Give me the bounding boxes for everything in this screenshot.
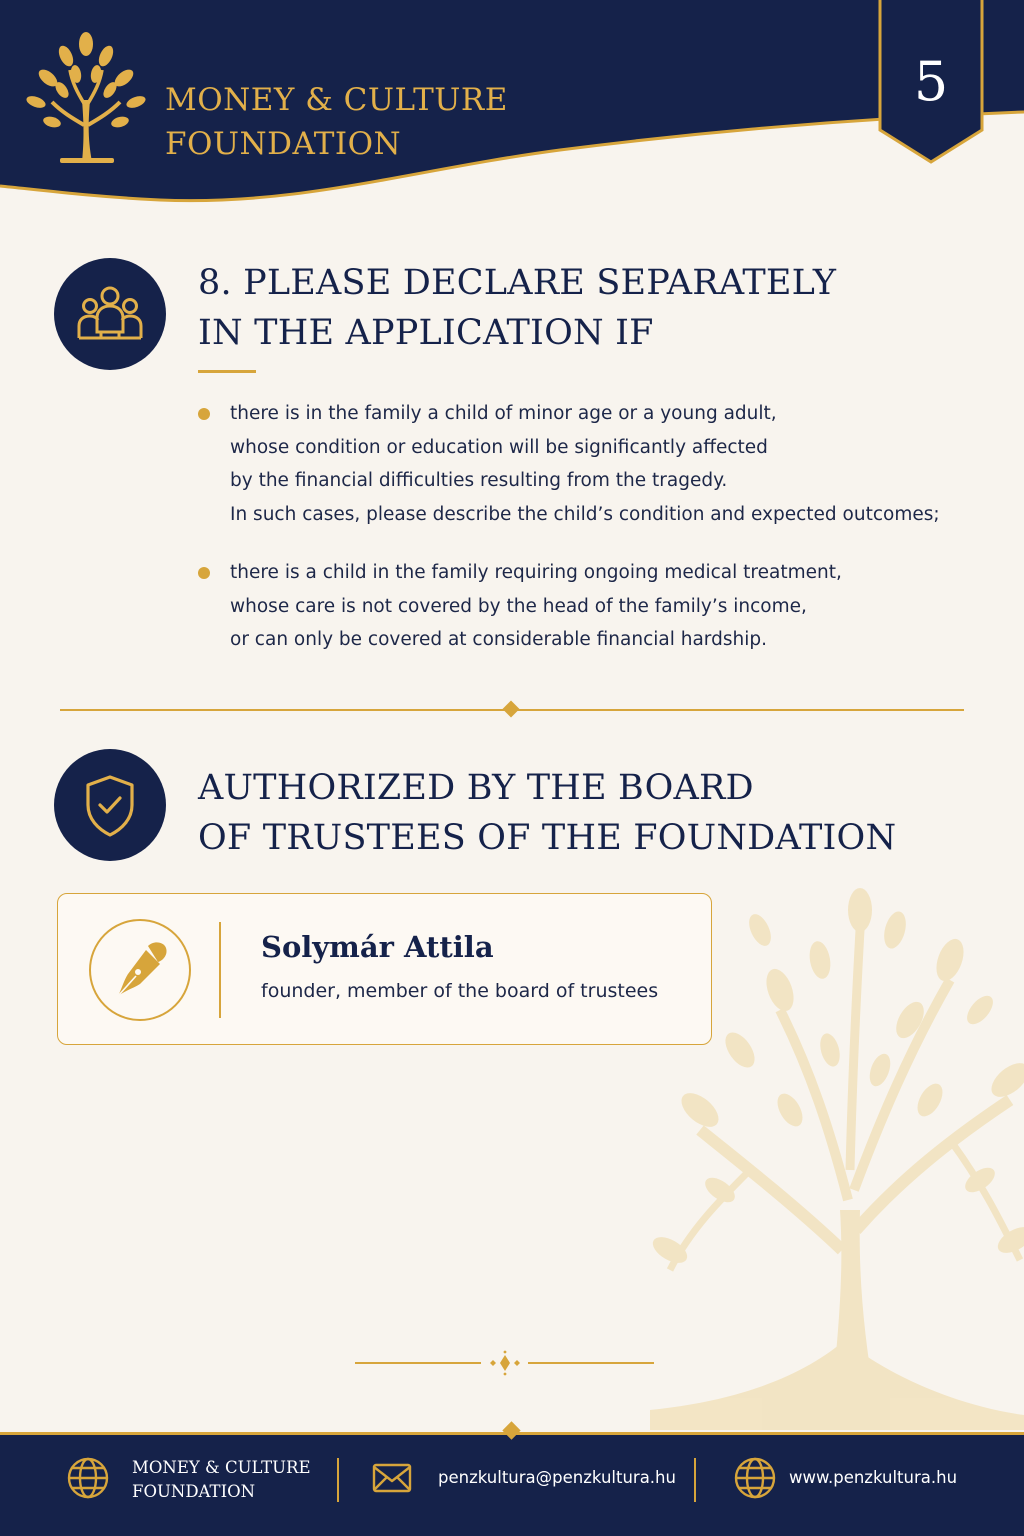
bullet-line: whose condition or education will be significantly affected: [230, 436, 768, 458]
tree-icon: [22, 30, 152, 170]
footer-org-line1: MONEY & CULTURE: [132, 1458, 311, 1477]
org-name-line2: FOUNDATION: [165, 126, 402, 162]
heading-line2: IN THE APPLICATION IF: [198, 313, 654, 353]
org-name: [165, 78, 508, 166]
bullet-line: by the financial difficulties resulting from the tragedy.: [230, 470, 728, 491]
fountain-pen-icon: [88, 918, 192, 1022]
declaration-list: [198, 397, 958, 531]
signatory-name: Solymár Attila: [261, 930, 494, 964]
globe-icon: [733, 1456, 777, 1500]
globe-icon: [66, 1456, 110, 1500]
footer-org-name: [132, 1456, 311, 1504]
bullet-text: [230, 556, 958, 657]
bullet-text: [230, 397, 958, 531]
list-item: [198, 556, 958, 657]
footer-website[interactable]: www.penzkultura.hu: [789, 1468, 958, 1487]
ornament-line-left: [355, 1362, 481, 1364]
signature-separator: [219, 922, 221, 1018]
header-banner: [0, 0, 1024, 230]
envelope-icon: [372, 1462, 412, 1494]
org-name-line1: MONEY & CULTURE: [165, 82, 508, 118]
bullet-line: In such cases, please describe the child’s condition and expected outcomes;: [230, 503, 940, 525]
family-group-icon: [54, 258, 166, 370]
bullet-line: there is in the family a child of minor age or a young adult,: [230, 403, 777, 424]
list-item: [198, 397, 958, 531]
bullet-line: or can only be covered at considerable financial hardship.: [230, 629, 767, 650]
divider-diamond: [503, 701, 520, 718]
bullet-dot: [198, 408, 210, 420]
footer-separator: [337, 1458, 339, 1502]
section-heading-declare: [198, 258, 836, 358]
page-number: 5: [913, 50, 949, 113]
bullet-line: there is a child in the family requiring ongoing medical treatment,: [230, 562, 842, 583]
footer-separator: [694, 1458, 696, 1502]
signatory-role: founder, member of the board of trustees: [261, 980, 659, 1002]
bullet-line: whose care is not covered by the head of the family’s income,: [230, 595, 807, 617]
section-heading-authorized: [198, 763, 896, 863]
bullet-dot: [198, 567, 210, 579]
declaration-list-2: [198, 556, 958, 657]
heading-line1: AUTHORIZED BY THE BOARD: [198, 768, 754, 808]
footer-email[interactable]: penzkultura@penzkultura.hu: [438, 1468, 676, 1487]
shield-check-icon: [54, 749, 166, 861]
heading-line1: 8. PLEASE DECLARE SEPARATELY: [198, 263, 837, 303]
ornament-line-right: [528, 1362, 654, 1364]
footer-org-line2: FOUNDATION: [132, 1482, 256, 1501]
heading-line2: OF TRUSTEES OF THE FOUNDATION: [198, 818, 897, 858]
ornament-icon: [486, 1350, 524, 1376]
heading-underline: [198, 370, 256, 373]
